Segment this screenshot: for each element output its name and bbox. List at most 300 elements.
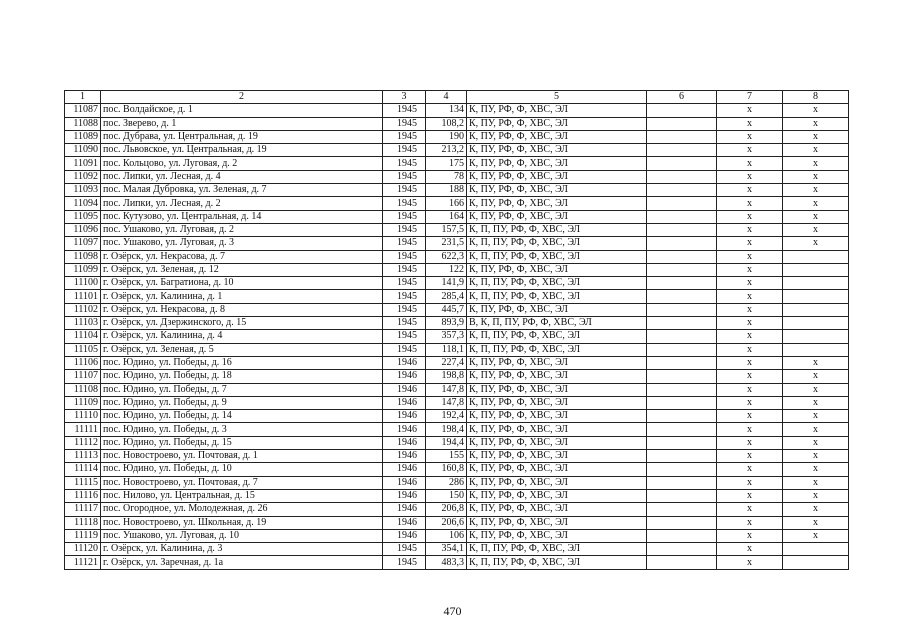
column-8-mark: х: [783, 157, 849, 170]
utilities: К, П, ПУ, РФ, Ф, ХВС, ЭЛ: [467, 343, 647, 356]
table-row: [65, 157, 849, 170]
utilities: К, ПУ, РФ, Ф, ХВС, ЭЛ: [467, 117, 647, 130]
row-number: 11109: [65, 396, 101, 409]
column-8-mark: х: [783, 210, 849, 223]
year-built: 1946: [383, 476, 426, 489]
column-7-mark: х: [717, 410, 783, 423]
column-7-mark: х: [717, 223, 783, 236]
year-built: 1946: [383, 436, 426, 449]
column-6-value: [647, 223, 717, 236]
area: 150: [426, 489, 467, 502]
column-8-mark: х: [783, 503, 849, 516]
header-row: [65, 91, 849, 104]
column-6-value: [647, 130, 717, 143]
year-built: 1946: [383, 489, 426, 502]
address: г. Озёрск, ул. Заречная, д. 1а: [101, 556, 383, 569]
utilities: К, ПУ, РФ, Ф, ХВС, ЭЛ: [467, 476, 647, 489]
area: 206,6: [426, 516, 467, 529]
area: 160,8: [426, 463, 467, 476]
area: 893,9: [426, 317, 467, 330]
column-7-mark: х: [717, 476, 783, 489]
row-number: 11120: [65, 543, 101, 556]
table-row: [65, 184, 849, 197]
area: 164: [426, 210, 467, 223]
utilities: К, ПУ, РФ, Ф, ХВС, ЭЛ: [467, 410, 647, 423]
area: 157,5: [426, 223, 467, 236]
column-8-mark: х: [783, 104, 849, 117]
address: г. Озёрск, ул. Зеленая, д. 5: [101, 343, 383, 356]
column-7-mark: х: [717, 237, 783, 250]
column-6-value: [647, 463, 717, 476]
address: пос. Липки, ул. Лесная, д. 2: [101, 197, 383, 210]
column-7-mark: х: [717, 317, 783, 330]
area: 227,4: [426, 356, 467, 369]
utilities: К, ПУ, РФ, Ф, ХВС, ЭЛ: [467, 503, 647, 516]
column-6-value: [647, 383, 717, 396]
year-built: 1945: [383, 277, 426, 290]
row-number: 11094: [65, 197, 101, 210]
table-row: [65, 556, 849, 569]
row-number: 11110: [65, 410, 101, 423]
row-number: 11101: [65, 290, 101, 303]
row-number: 11097: [65, 237, 101, 250]
year-built: 1946: [383, 529, 426, 542]
column-7-mark: х: [717, 450, 783, 463]
table-body: [65, 91, 849, 570]
row-number: 11121: [65, 556, 101, 569]
utilities: К, П, ПУ, РФ, Ф, ХВС, ЭЛ: [467, 556, 647, 569]
table-row: [65, 250, 849, 263]
area: 155: [426, 450, 467, 463]
column-8-mark: х: [783, 170, 849, 183]
column-6-value: [647, 317, 717, 330]
utilities: К, ПУ, РФ, Ф, ХВС, ЭЛ: [467, 489, 647, 502]
area: 286: [426, 476, 467, 489]
utilities: К, ПУ, РФ, Ф, ХВС, ЭЛ: [467, 436, 647, 449]
column-6-value: [647, 237, 717, 250]
column-7-mark: х: [717, 157, 783, 170]
table-row: [65, 117, 849, 130]
address: пос. Юдино, ул. Победы, д. 9: [101, 396, 383, 409]
area: 118,1: [426, 343, 467, 356]
area: 141,9: [426, 277, 467, 290]
table-row: [65, 543, 849, 556]
column-6-value: [647, 396, 717, 409]
column-7-mark: х: [717, 170, 783, 183]
column-7-mark: х: [717, 104, 783, 117]
year-built: 1946: [383, 450, 426, 463]
row-number: 11091: [65, 157, 101, 170]
row-number: 11103: [65, 317, 101, 330]
address: г. Озёрск, ул. Зеленая, д. 12: [101, 263, 383, 276]
year-built: 1945: [383, 157, 426, 170]
address: пос. Юдино, ул. Победы, д. 7: [101, 383, 383, 396]
column-6-value: [647, 436, 717, 449]
table-row: [65, 383, 849, 396]
utilities: К, ПУ, РФ, Ф, ХВС, ЭЛ: [467, 144, 647, 157]
year-built: 1945: [383, 144, 426, 157]
column-6-value: [647, 170, 717, 183]
table-row: [65, 503, 849, 516]
row-number: 11105: [65, 343, 101, 356]
column-6-value: [647, 489, 717, 502]
utilities: К, ПУ, РФ, Ф, ХВС, ЭЛ: [467, 529, 647, 542]
column-8-mark: х: [783, 197, 849, 210]
column-header-7: 7: [717, 91, 783, 104]
address: пос. Новостроево, ул. Почтовая, д. 7: [101, 476, 383, 489]
address: пос. Новостроево, ул. Почтовая, д. 1: [101, 450, 383, 463]
column-8-mark: х: [783, 144, 849, 157]
table-row: [65, 104, 849, 117]
row-number: 11107: [65, 370, 101, 383]
column-8-mark: х: [783, 130, 849, 143]
table-row: [65, 303, 849, 316]
area: 285,4: [426, 290, 467, 303]
column-7-mark: х: [717, 117, 783, 130]
area: 78: [426, 170, 467, 183]
year-built: 1945: [383, 250, 426, 263]
area: 357,3: [426, 330, 467, 343]
column-header-4: 4: [426, 91, 467, 104]
year-built: 1946: [383, 370, 426, 383]
table-row: [65, 223, 849, 236]
column-header-1: 1: [65, 91, 101, 104]
utilities: К, ПУ, РФ, Ф, ХВС, ЭЛ: [467, 396, 647, 409]
area: 190: [426, 130, 467, 143]
area: 231,5: [426, 237, 467, 250]
row-number: 11088: [65, 117, 101, 130]
area: 175: [426, 157, 467, 170]
year-built: 1945: [383, 317, 426, 330]
utilities: К, ПУ, РФ, Ф, ХВС, ЭЛ: [467, 170, 647, 183]
row-number: 11099: [65, 263, 101, 276]
column-7-mark: х: [717, 343, 783, 356]
year-built: 1945: [383, 197, 426, 210]
area: 166: [426, 197, 467, 210]
column-8-mark: х: [783, 489, 849, 502]
year-built: 1945: [383, 184, 426, 197]
column-6-value: [647, 543, 717, 556]
column-6-value: [647, 556, 717, 569]
area: 194,4: [426, 436, 467, 449]
utilities: К, П, ПУ, РФ, Ф, ХВС, ЭЛ: [467, 543, 647, 556]
column-7-mark: х: [717, 436, 783, 449]
column-8-mark: х: [783, 356, 849, 369]
column-8-mark: х: [783, 223, 849, 236]
row-number: 11108: [65, 383, 101, 396]
housing-register-table: [64, 90, 849, 570]
column-8-mark: х: [783, 117, 849, 130]
column-7-mark: х: [717, 423, 783, 436]
year-built: 1945: [383, 104, 426, 117]
row-number: 11087: [65, 104, 101, 117]
area: 106: [426, 529, 467, 542]
utilities: К, ПУ, РФ, Ф, ХВС, ЭЛ: [467, 383, 647, 396]
column-6-value: [647, 410, 717, 423]
column-6-value: [647, 516, 717, 529]
column-7-mark: х: [717, 383, 783, 396]
column-7-mark: х: [717, 503, 783, 516]
column-8-mark: х: [783, 423, 849, 436]
column-6-value: [647, 104, 717, 117]
year-built: 1946: [383, 423, 426, 436]
column-6-value: [647, 210, 717, 223]
column-6-value: [647, 184, 717, 197]
area: 445,7: [426, 303, 467, 316]
year-built: 1945: [383, 263, 426, 276]
column-6-value: [647, 144, 717, 157]
column-7-mark: х: [717, 396, 783, 409]
row-number: 11093: [65, 184, 101, 197]
year-built: 1945: [383, 170, 426, 183]
column-8-mark: х: [783, 516, 849, 529]
address: г. Озёрск, ул. Калинина, д. 4: [101, 330, 383, 343]
column-6-value: [647, 290, 717, 303]
utilities: К, ПУ, РФ, Ф, ХВС, ЭЛ: [467, 104, 647, 117]
column-8-mark: х: [783, 529, 849, 542]
utilities: К, ПУ, РФ, Ф, ХВС, ЭЛ: [467, 184, 647, 197]
column-7-mark: х: [717, 489, 783, 502]
address: пос. Кутузово, ул. Центральная, д. 14: [101, 210, 383, 223]
column-6-value: [647, 423, 717, 436]
column-6-value: [647, 250, 717, 263]
row-number: 11096: [65, 223, 101, 236]
area: 147,8: [426, 383, 467, 396]
table-row: [65, 197, 849, 210]
row-number: 11117: [65, 503, 101, 516]
column-8-mark: [783, 317, 849, 330]
column-7-mark: х: [717, 529, 783, 542]
area: 134: [426, 104, 467, 117]
column-8-mark: х: [783, 370, 849, 383]
table-row: [65, 263, 849, 276]
address: пос. Юдино, ул. Победы, д. 10: [101, 463, 383, 476]
column-8-mark: х: [783, 184, 849, 197]
column-7-mark: х: [717, 290, 783, 303]
table-row: [65, 489, 849, 502]
row-number: 11092: [65, 170, 101, 183]
column-7-mark: х: [717, 303, 783, 316]
area: 122: [426, 263, 467, 276]
area: 108,2: [426, 117, 467, 130]
year-built: 1945: [383, 556, 426, 569]
row-number: 11106: [65, 356, 101, 369]
utilities: К, ПУ, РФ, Ф, ХВС, ЭЛ: [467, 370, 647, 383]
column-6-value: [647, 303, 717, 316]
column-8-mark: х: [783, 476, 849, 489]
year-built: 1946: [383, 410, 426, 423]
year-built: 1945: [383, 290, 426, 303]
column-8-mark: [783, 263, 849, 276]
address: пос. Новостроево, ул. Школьная, д. 19: [101, 516, 383, 529]
table-row: [65, 436, 849, 449]
row-number: 11102: [65, 303, 101, 316]
table-row: [65, 330, 849, 343]
table-row: [65, 463, 849, 476]
table-row: [65, 370, 849, 383]
column-6-value: [647, 263, 717, 276]
column-8-mark: х: [783, 410, 849, 423]
column-7-mark: х: [717, 463, 783, 476]
address: пос. Огородное, ул. Молодежная, д. 26: [101, 503, 383, 516]
row-number: 11095: [65, 210, 101, 223]
column-7-mark: х: [717, 144, 783, 157]
address: пос. Ушаково, ул. Луговая, д. 10: [101, 529, 383, 542]
address: пос. Кольцово, ул. Луговая, д. 2: [101, 157, 383, 170]
year-built: 1945: [383, 303, 426, 316]
utilities: К, П, ПУ, РФ, Ф, ХВС, ЭЛ: [467, 330, 647, 343]
area: 354,1: [426, 543, 467, 556]
utilities: К, П, ПУ, РФ, Ф, ХВС, ЭЛ: [467, 223, 647, 236]
table-row: [65, 396, 849, 409]
row-number: 11089: [65, 130, 101, 143]
column-7-mark: х: [717, 356, 783, 369]
address: пос. Ушаково, ул. Луговая, д. 2: [101, 223, 383, 236]
row-number: 11119: [65, 529, 101, 542]
column-7-mark: х: [717, 543, 783, 556]
column-8-mark: [783, 330, 849, 343]
table-row: [65, 423, 849, 436]
column-6-value: [647, 450, 717, 463]
column-6-value: [647, 330, 717, 343]
address: пос. Малая Дубровка, ул. Зеленая, д. 7: [101, 184, 383, 197]
column-8-mark: х: [783, 396, 849, 409]
row-number: 11113: [65, 450, 101, 463]
column-7-mark: х: [717, 516, 783, 529]
utilities: К, ПУ, РФ, Ф, ХВС, ЭЛ: [467, 210, 647, 223]
column-7-mark: х: [717, 184, 783, 197]
area: 192,4: [426, 410, 467, 423]
row-number: 11112: [65, 436, 101, 449]
table-row: [65, 410, 849, 423]
year-built: 1945: [383, 237, 426, 250]
column-header-3: 3: [383, 91, 426, 104]
utilities: К, ПУ, РФ, Ф, ХВС, ЭЛ: [467, 303, 647, 316]
table-row: [65, 130, 849, 143]
column-7-mark: х: [717, 277, 783, 290]
year-built: 1945: [383, 543, 426, 556]
column-7-mark: х: [717, 330, 783, 343]
column-6-value: [647, 343, 717, 356]
column-6-value: [647, 197, 717, 210]
area: 483,3: [426, 556, 467, 569]
page-number: 470: [443, 604, 462, 618]
address: г. Озёрск, ул. Дзержинского, д. 15: [101, 317, 383, 330]
column-6-value: [647, 356, 717, 369]
address: г. Озёрск, ул. Багратиона, д. 10: [101, 277, 383, 290]
table-row: [65, 144, 849, 157]
column-8-mark: х: [783, 436, 849, 449]
year-built: 1946: [383, 356, 426, 369]
area: 188: [426, 184, 467, 197]
row-number: 11114: [65, 463, 101, 476]
table-row: [65, 476, 849, 489]
utilities: К, ПУ, РФ, Ф, ХВС, ЭЛ: [467, 463, 647, 476]
address: г. Озёрск, ул. Некрасова, д. 8: [101, 303, 383, 316]
utilities: К, ПУ, РФ, Ф, ХВС, ЭЛ: [467, 356, 647, 369]
row-number: 11104: [65, 330, 101, 343]
utilities: К, ПУ, РФ, Ф, ХВС, ЭЛ: [467, 130, 647, 143]
utilities: К, П, ПУ, РФ, Ф, ХВС, ЭЛ: [467, 277, 647, 290]
column-7-mark: х: [717, 263, 783, 276]
utilities: К, ПУ, РФ, Ф, ХВС, ЭЛ: [467, 450, 647, 463]
year-built: 1945: [383, 343, 426, 356]
year-built: 1945: [383, 210, 426, 223]
address: г. Озёрск, ул. Калинина, д. 1: [101, 290, 383, 303]
column-8-mark: х: [783, 450, 849, 463]
address: пос. Нилово, ул. Центральная, д. 15: [101, 489, 383, 502]
utilities: К, ПУ, РФ, Ф, ХВС, ЭЛ: [467, 157, 647, 170]
area: 206,8: [426, 503, 467, 516]
table-row: [65, 317, 849, 330]
address: пос. Зверево, д. 1: [101, 117, 383, 130]
column-8-mark: х: [783, 237, 849, 250]
column-header-6: 6: [647, 91, 717, 104]
column-8-mark: [783, 250, 849, 263]
address: пос. Юдино, ул. Победы, д. 16: [101, 356, 383, 369]
column-7-mark: х: [717, 130, 783, 143]
table-row: [65, 529, 849, 542]
row-number: 11090: [65, 144, 101, 157]
address: г. Озёрск, ул. Калинина, д. 3: [101, 543, 383, 556]
address: пос. Юдино, ул. Победы, д. 15: [101, 436, 383, 449]
column-header-8: 8: [783, 91, 849, 104]
address: пос. Волдайское, д. 1: [101, 104, 383, 117]
year-built: 1945: [383, 130, 426, 143]
year-built: 1946: [383, 516, 426, 529]
area: 622,3: [426, 250, 467, 263]
table-row: [65, 450, 849, 463]
column-6-value: [647, 529, 717, 542]
address: пос. Юдино, ул. Победы, д. 14: [101, 410, 383, 423]
utilities: В, К, П, ПУ, РФ, Ф, ХВС, ЭЛ: [467, 317, 647, 330]
row-number: 11115: [65, 476, 101, 489]
row-number: 11111: [65, 423, 101, 436]
area: 198,8: [426, 370, 467, 383]
table-row: [65, 356, 849, 369]
column-7-mark: х: [717, 556, 783, 569]
utilities: К, П, ПУ, РФ, Ф, ХВС, ЭЛ: [467, 237, 647, 250]
utilities: К, П, ПУ, РФ, Ф, ХВС, ЭЛ: [467, 290, 647, 303]
table-row: [65, 516, 849, 529]
column-6-value: [647, 476, 717, 489]
address: пос. Юдино, ул. Победы, д. 18: [101, 370, 383, 383]
row-number: 11098: [65, 250, 101, 263]
column-6-value: [647, 117, 717, 130]
column-8-mark: х: [783, 383, 849, 396]
column-header-5: 5: [467, 91, 647, 104]
year-built: 1945: [383, 330, 426, 343]
column-8-mark: [783, 277, 849, 290]
row-number: 11116: [65, 489, 101, 502]
utilities: К, П, ПУ, РФ, Ф, ХВС, ЭЛ: [467, 250, 647, 263]
utilities: К, ПУ, РФ, Ф, ХВС, ЭЛ: [467, 423, 647, 436]
utilities: К, ПУ, РФ, Ф, ХВС, ЭЛ: [467, 197, 647, 210]
column-7-mark: х: [717, 370, 783, 383]
utilities: К, ПУ, РФ, Ф, ХВС, ЭЛ: [467, 263, 647, 276]
column-8-mark: [783, 556, 849, 569]
table-row: [65, 170, 849, 183]
year-built: 1945: [383, 223, 426, 236]
table-row: [65, 237, 849, 250]
address: пос. Львовское, ул. Центральная, д. 19: [101, 144, 383, 157]
row-number: 11100: [65, 277, 101, 290]
column-7-mark: х: [717, 250, 783, 263]
column-8-mark: [783, 290, 849, 303]
column-8-mark: [783, 543, 849, 556]
column-7-mark: х: [717, 197, 783, 210]
year-built: 1946: [383, 383, 426, 396]
